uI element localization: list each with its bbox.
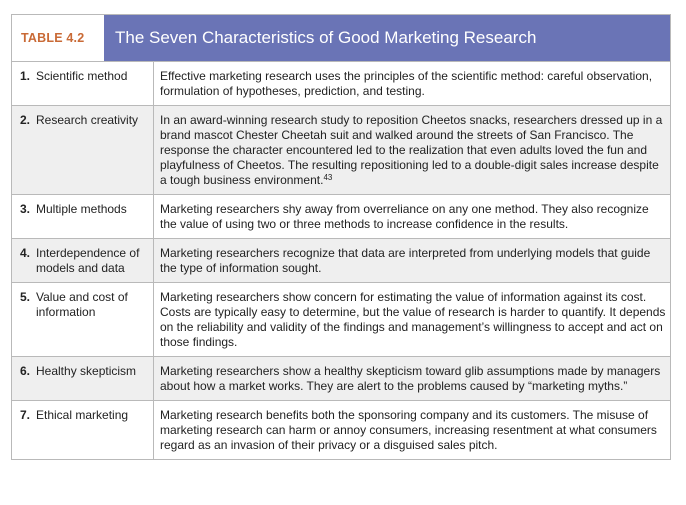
table-row <box>12 356 670 400</box>
row-number: 3. <box>20 202 31 216</box>
characteristic-name-cell <box>12 62 154 105</box>
characteristic-name-cell <box>12 357 154 400</box>
row-number: 2. <box>20 113 31 127</box>
characteristic-name-cell <box>12 195 154 238</box>
table-title: The Seven Characteristics of Good Marketing Research <box>104 15 670 61</box>
row-number: 5. <box>20 290 31 304</box>
table-row <box>12 105 670 194</box>
characteristic-description: Marketing researchers shy away from overreliance on any one method. They also recognize the value of using two or three methods to increase confidence in the results. <box>160 202 649 231</box>
characteristic-name: Healthy skepticism <box>36 364 137 378</box>
characteristic-description-cell <box>154 195 670 238</box>
characteristic-name: Multiple methods <box>36 202 127 216</box>
characteristic-name: Interdependence of models and data <box>36 246 140 275</box>
table-row <box>12 238 670 282</box>
table-row <box>12 400 670 459</box>
characteristic-description: Marketing research benefits both the sponsoring company and its customers. The misuse of marketing research can harm or annoy consumers, increasing resentment at what consumers regard as an invasion of their privacy or a disguised sales pitch. <box>160 408 657 452</box>
row-number: 6. <box>20 364 31 378</box>
row-number: 7. <box>20 408 31 422</box>
row-number: 4. <box>20 246 31 260</box>
characteristic-description-cell <box>154 106 670 194</box>
characteristic-description: Marketing researchers show a healthy skepticism toward glib assumptions made by managers about how a market works. They are alert to the problems caused by “marketing myths.” <box>160 364 661 393</box>
table-body <box>11 61 671 460</box>
characteristic-description-cell <box>154 357 670 400</box>
characteristics-table <box>11 14 671 460</box>
characteristic-description: Marketing researchers recognize that data are interpreted from underlying models that guide the type of information sought. <box>160 246 651 275</box>
table-number-label: TABLE 4.2 <box>12 15 104 61</box>
characteristic-description-cell <box>154 62 670 105</box>
characteristic-name: Scientific method <box>36 69 128 83</box>
characteristic-description-cell <box>154 239 670 282</box>
characteristic-name-cell <box>12 239 154 282</box>
characteristic-name-cell <box>12 106 154 194</box>
characteristic-description: Effective marketing research uses the principles of the scientific method: careful observation, formulation of hypotheses, prediction, and testing. <box>160 69 653 98</box>
characteristic-name-cell <box>12 283 154 356</box>
characteristic-name-cell <box>12 401 154 459</box>
footnote-marker: 43 <box>323 173 333 182</box>
characteristic-name: Ethical marketing <box>36 408 129 422</box>
characteristic-description-cell <box>154 401 670 459</box>
characteristic-description-cell <box>154 283 670 356</box>
characteristic-name: Research creativity <box>36 113 139 127</box>
characteristic-description: Marketing researchers show concern for estimating the value of information against its cost. Costs are typically easy to determine, but the value of research is harder to quantify. It depends on the reliability and validity of the findings and management’s willingness to accept and act on those findings. <box>160 290 666 349</box>
characteristic-name: Value and cost of information <box>36 290 128 319</box>
table-row <box>12 61 670 105</box>
table-row <box>12 282 670 356</box>
table-header <box>11 14 671 61</box>
characteristic-description: In an award-winning research study to reposition Cheetos snacks, researchers dressed up in a brand mascot Chester Cheetah suit and walked around the streets of San Francisco. The response the character encountered led to the realization that even adults loved the fun and playfulness of Cheetos. The resulting repositioning led to a double-digit sales increase despite a tough business environment. <box>160 113 663 187</box>
row-number: 1. <box>20 69 31 83</box>
table-row <box>12 194 670 238</box>
